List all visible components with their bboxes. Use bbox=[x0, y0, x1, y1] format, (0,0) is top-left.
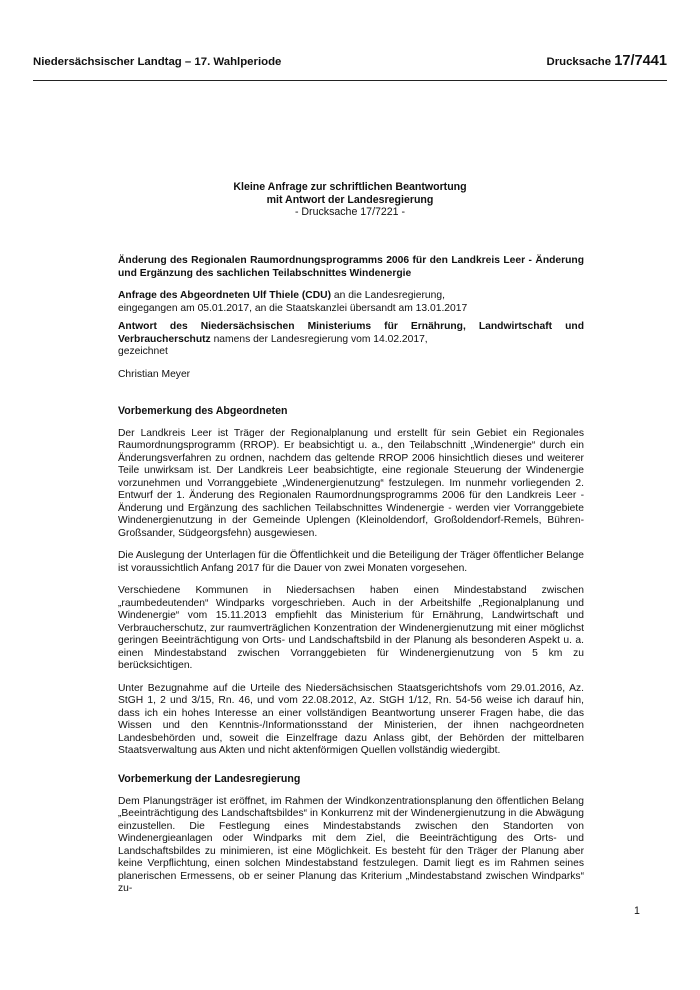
inquiry-author: Anfrage des Abgeordneten Ulf Thiele (CDU) bbox=[118, 290, 332, 301]
paragraph: Verschiedene Kommunen in Niedersachsen haben einen Mindestabstand zwischen „raumbedeutenden“ Windparks vorgeschrieben. Auch in der Arbeitshilfe „Regionalplanung und Windenergie“ vom 15.11.2013 empfiehlt das Ministerium für Ernährung, Landwirtschaft und Verbraucherschutz, zur raumverträglichen Konzentration der Windenergienutzung mit einer möglichst geringen Beeinträchtigung von Orts- und Landschaftsbild in der Planung als besonderen Aspekt u. a. einen Mindestabstand zwischen Vorranggebieten für Windenergienutzung von 5 km zu berücksichtigen. bbox=[118, 585, 584, 671]
subject-heading: Änderung des Regionalen Raumordnungsprogramms 2006 für den Landkreis Leer - Änderung und Ergänzung des sachlichen Teilabschnittes Windenergie bbox=[118, 255, 584, 279]
answer-ministry: Antwort des Niedersächsischen Ministeriums für Ernährung, Landwirtschaft und Verbraucherschutz bbox=[118, 321, 584, 345]
header-drucksache bbox=[546, 52, 667, 70]
header-parliament: Niedersächsischer Landtag – 17. Wahlperiode bbox=[33, 56, 282, 68]
section-abgeordneter bbox=[118, 405, 584, 758]
title-line-2: mit Antwort der Landesregierung bbox=[266, 193, 434, 206]
document-title bbox=[0, 181, 700, 219]
section-landesregierung bbox=[118, 773, 584, 896]
inquiry-recipient: an die Landesregierung, bbox=[331, 290, 445, 301]
answer-signed: gezeichnet bbox=[118, 346, 168, 357]
inquiry-line bbox=[118, 290, 584, 303]
answer-line bbox=[118, 321, 584, 346]
inquiry-dates: eingegangen am 05.01.2017, an die Staatskanzlei übersandt am 13.01.2017 bbox=[118, 302, 468, 314]
drucksache-number: 17/7441 bbox=[614, 53, 667, 69]
paragraph: Unter Bezugnahme auf die Urteile des Niedersächsischen Staatsgerichtshofs vom 29.01.2016, Az. StGH 1, 2 und 3/15, Rn. 46, und vom 22.08.2012, Az. StGH 1/12, Rn. 54-56 weise ich darauf hin, dass ich ein hohes Interesse an einer vollständigen Beantwortung unserer Fragen habe, die das Wissen und den Kenntnis-/Informationsstand der Ministerien, der ihnen nachgeordneten Landesbehörden und, soweit die Einzelfrage dazu Anlass gibt, der Behörden der mittelbaren Staatsverwaltung aus Akten und nicht aktenförmigen Quellen vollständig wiedergibt. bbox=[118, 682, 584, 756]
page-header bbox=[33, 54, 667, 76]
paragraph: Dem Planungsträger ist eröffnet, im Rahmen der Windkonzentrationsplanung den öffentlichen Belang „Beeinträchtigung des Landschaftsbildes“ in Konkurrenz mit der Windenergienutzung in die Abwägung einzustellen. Die Festlegung eines Mindestabstands zwischen den Standorten von Windenergieanlagen oder Windparks mit dem Ziel, die Beeinträchtigung des Orts- und Landschaftsbildes zu minimieren, ist eine Möglichkeit. Es besteht für den Träger der Planung aber keine Verpflichtung, einen solchen Mindestabstand festzulegen. Damit liegt es im Rahmen seines planerischen Ermessens, ob er seiner Planung das Kriterium „Mindestabstand zwischen Windparks“ zu- bbox=[118, 795, 584, 894]
paragraph: Die Auslegung der Unterlagen für die Öffentlichkeit und die Beteiligung der Träger öffentlicher Belange ist voraussichtlich Anfang 2017 für die Dauer von zwei Monaten vorgesehen. bbox=[118, 550, 584, 574]
signer-name: Christian Meyer bbox=[118, 368, 191, 380]
document-intro bbox=[118, 255, 584, 381]
answer-date: namens der Landesregierung vom 14.02.2017, bbox=[210, 333, 428, 345]
drucksache-label: Drucksache bbox=[546, 56, 615, 68]
page-number: 1 bbox=[634, 905, 640, 917]
section-heading: Vorbemerkung des Abgeordneten bbox=[118, 405, 288, 417]
title-line-3: - Drucksache 17/7221 - bbox=[294, 206, 406, 219]
paragraph: Der Landkreis Leer ist Träger der Regionalplanung und erstellt für sein Gebiet ein Regionales Raumordnungsprogramm (RROP). Er beabsichtigt u. a., den Teilabschnitt „Windenergie“ durch ein Änderungsverfahren zu ordnen, nachdem das geltende RROP 2006 hinsichtlich dieses und weiterer Teile unwirksam ist. Der Landkreis Leer beabsichtigte, eine regionale Steuerung der Windenergie vorzunehmen und Vorranggebiete „Windenergienutzung“ festzulegen. Im nunmehr vorliegenden 2. Entwurf der 1. Änderung des Regionalen Raumordnungsprogramms 2006 für den Landkreis Leer - Änderung und Ergänzung des sachlichen Teilabschnittes Windenergie - werden vier Vorranggebiete Windenergienutzung in der Gemeinde Uplengen (Kleinoldendorf, Großoldendorf-Remels, Bühren-Großsander, Südgeorgsfehn) ausgewiesen. bbox=[118, 427, 584, 539]
title-line-1: Kleine Anfrage zur schriftlichen Beantwortung bbox=[233, 181, 467, 193]
header-divider bbox=[33, 80, 667, 81]
section-heading: Vorbemerkung der Landesregierung bbox=[118, 773, 301, 785]
